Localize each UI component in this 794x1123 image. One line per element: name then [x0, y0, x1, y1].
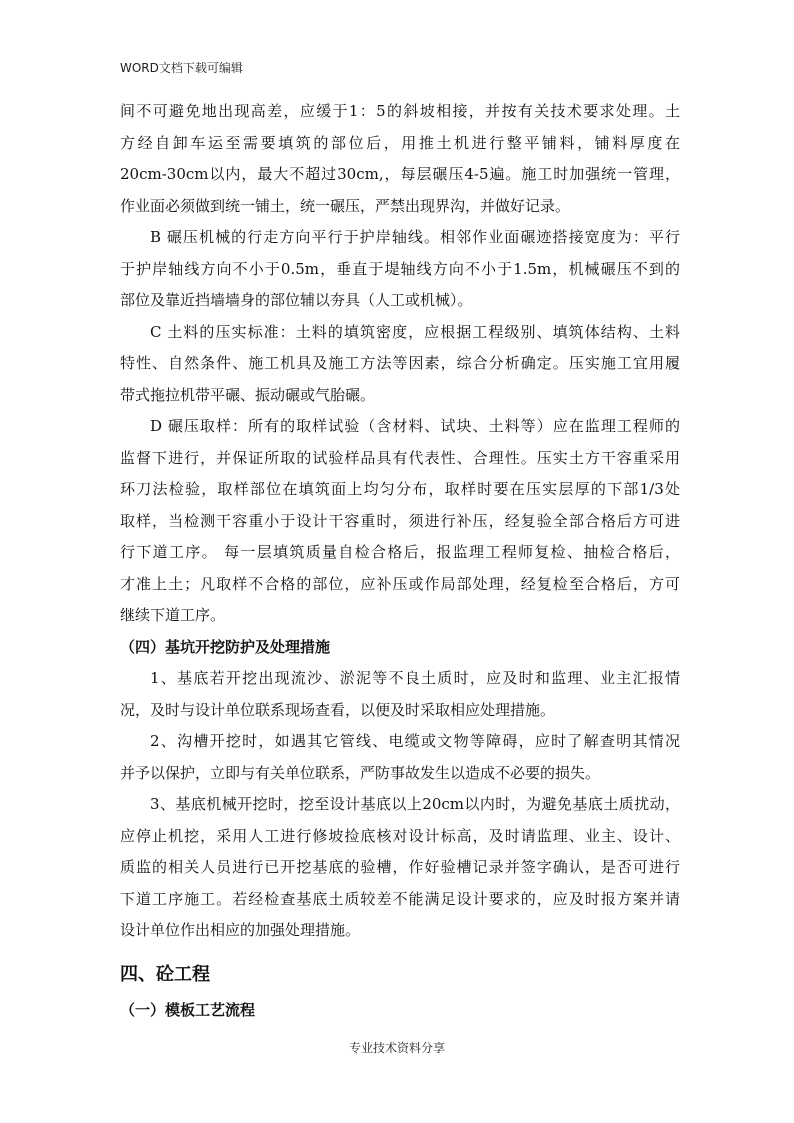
document-body: [120, 96, 680, 1026]
chapter-heading-concrete: 四、砼工程: [120, 963, 210, 985]
text-line: 况，及时与设计单位联系现场查看，以便及时采取相应处理措施。: [120, 700, 556, 719]
text-line: 2、沟槽开挖时，如遇其它管线、电缆或文物等障碍，应时了解查明其情况: [150, 732, 680, 750]
text-line: 带式拖拉机带平碾、振动碾或气胎碾。: [120, 385, 376, 404]
text-line: 3、基底机械开挖时，挖至设计基底以上20cm以内时，为避免基底土质扰动，: [150, 795, 680, 813]
text-line: 于护岸轴线方向不小于0.5m，垂直于堤轴线方向不小于1.5m，机械碾压不到的: [120, 259, 680, 278]
page-header: WORD文档下载可编辑: [120, 61, 243, 75]
paragraph-b-compaction-machine: [120, 222, 680, 317]
text-line: 并予以保护，立即与有关单位联系，严防事故发生以造成不必要的损失。: [120, 763, 601, 782]
text-line: 应停止机挖，采用人工进行修坡捡底核对设计标高，及时请监理、业主、设计、: [120, 826, 680, 845]
page-footer: 专业技术资料分享: [348, 1041, 445, 1055]
text-line: 才准上土；凡取样不合格的部位，应补压或作局部处理，经复检至合格后，方可: [120, 574, 680, 593]
text-line: 特性、自然条件、施工机具及施工方法等因素，综合分析确定。压实施工宜用履: [120, 354, 680, 372]
text-line: 取样，当检测干容重小于设计干容重时，须进行补压，经复验全部合格后方可进: [120, 511, 680, 530]
text-line: 下道工序施工。若经检查基底土质较差不能满足设计要求的，应及时报方案并请: [120, 889, 680, 908]
text-line: 1、基底若开挖出现流沙、淤泥等不良土质时，应及时和监理、业主汇报情: [150, 669, 680, 687]
text-line: 间不可避免地出现高差，应缓于1：5的斜坡相接，并按有关技术要求处理。土: [120, 102, 680, 120]
paragraph-d-sampling: [120, 411, 680, 632]
section-heading-excavation: （四）基坑开挖防护及处理措施: [120, 637, 331, 656]
text-line: D 碾压取样：所有的取样试验（含材料、试块、土料等）应在监理工程师的: [150, 417, 680, 435]
text-line: 质监的相关人员进行已开挖基底的验槽，作好验槽记录并签字确认，是否可进行: [120, 858, 680, 876]
text-line: B 碾压机械的行走方向平行于护岸轴线。相邻作业面碾迹搭接宽度为：平行: [150, 228, 680, 246]
paragraph-item-1: [120, 663, 680, 726]
paragraph-fill-intro: [120, 96, 680, 222]
text-line: 监督下进行，并保证所取的试验样品具有代表性、合理性。压实土方干容重采用: [120, 448, 680, 467]
text-line: 环刀法检验，取样部位在填筑面上均匀分布，取样时要在压实层厚的下部1/3处: [120, 480, 680, 498]
text-line: 继续下道工序。: [120, 606, 226, 624]
text-line: 20cm-30cm以内，最大不超过30cm,，每层碾压4-5遍。施工时加强统一管理，: [120, 165, 680, 183]
text-line: 作业面必须做到统一铺土，统一碾压，严禁出现界沟，并做好记录。: [120, 196, 571, 215]
paragraph-c-compaction-standard: [120, 317, 680, 412]
paragraph-item-2: [120, 726, 680, 789]
text-line: C 土料的压实标准：土料的填筑密度，应根据工程级别、填筑体结构、土料: [150, 322, 680, 341]
section-heading-formwork: （一）模板工艺流程: [120, 1000, 256, 1019]
paragraph-item-3: [120, 789, 680, 947]
text-line: 方经自卸车运至需要填筑的部位后，用推土机进行整平铺料，铺料厚度在: [120, 133, 680, 152]
text-line: 部位及靠近挡墙墙身的部位辅以夯具（人工或机械）。: [120, 291, 473, 309]
text-line: 设计单位作出相应的加强处理措施。: [120, 921, 361, 939]
text-line: 行下道工序。 每一层填筑质量自检合格后，报监理工程师复检、抽检合格后，: [120, 543, 680, 561]
